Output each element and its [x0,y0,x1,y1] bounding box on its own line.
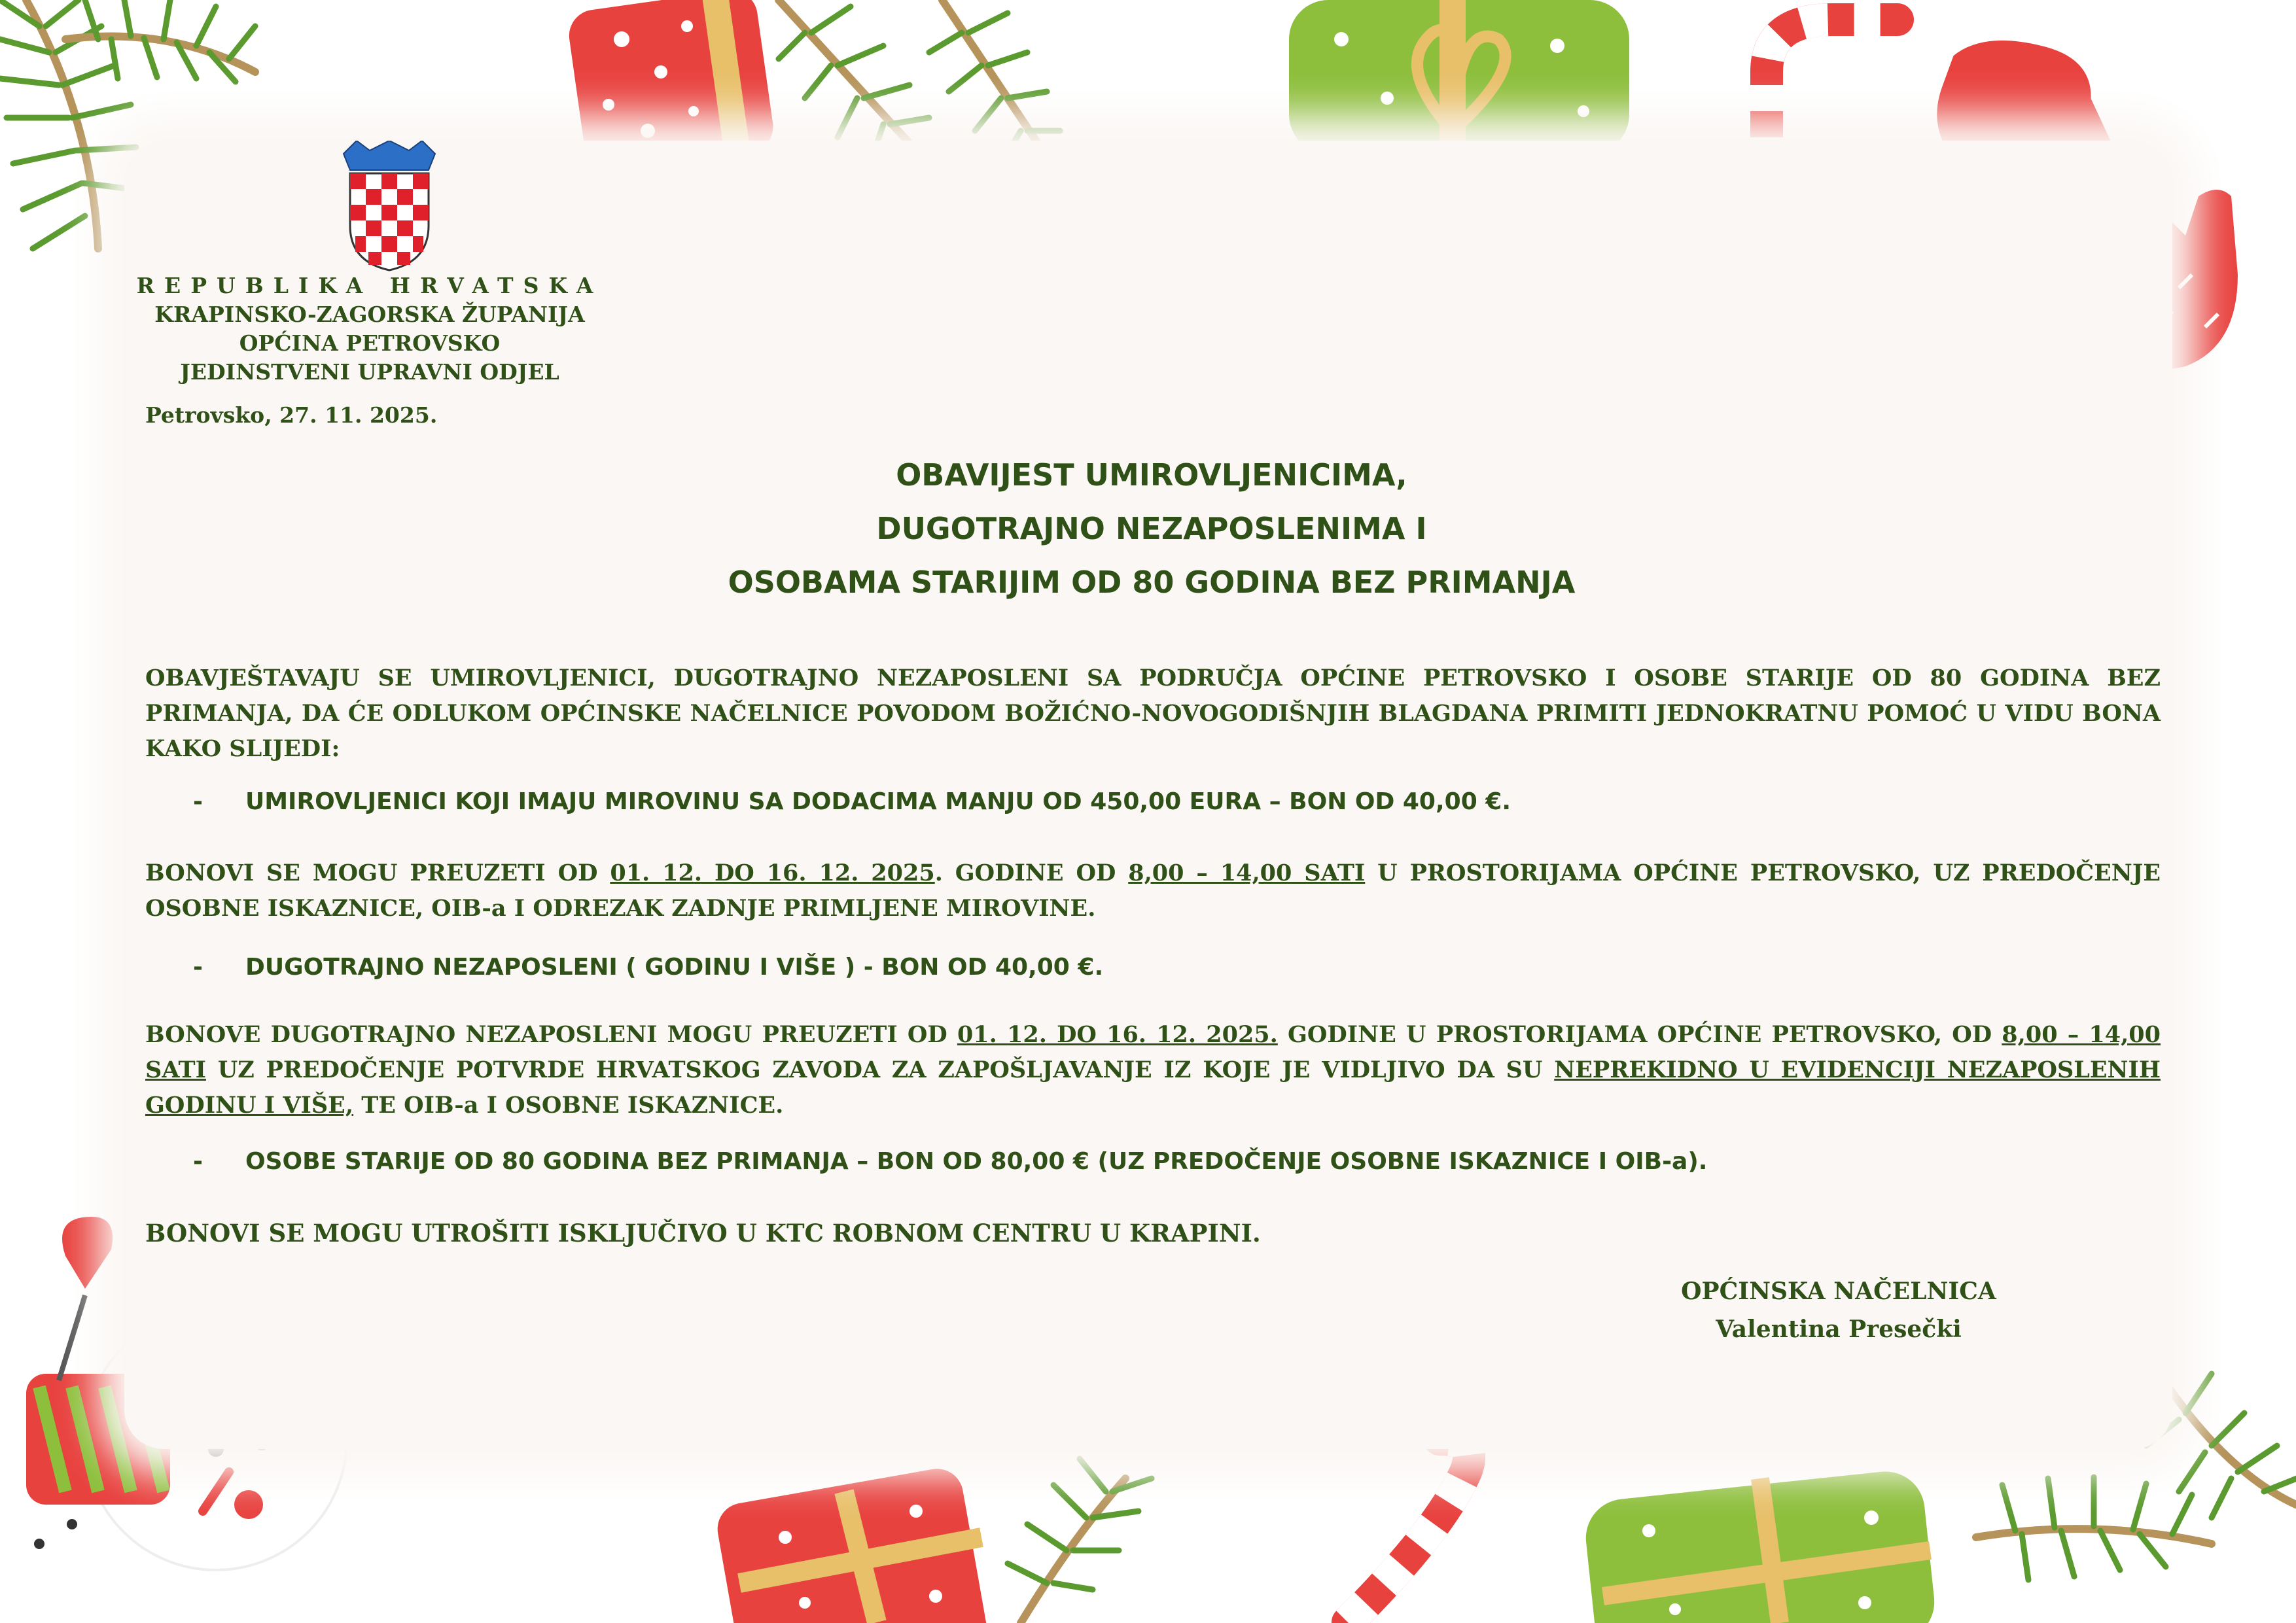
gift-red-bottom [713,1465,992,1623]
county-name: KRAPINSKO-ZAGORSKA ŽUPANIJA [154,302,585,327]
issuer-header [131,271,609,387]
text-span: . GODINE OD [934,860,1129,886]
pensioners-pickup-paragraph [145,856,2161,926]
text-span: BONOVI SE MOGU PREUZETI OD [145,860,610,886]
unemployed-pickup-paragraph [145,1017,2161,1123]
bullet-seniors [193,1148,1707,1175]
bullet-unemployed [193,954,1103,981]
country-name: REPUBLIKA HRVATSKA [136,273,603,298]
bullet-dash: - [193,954,203,981]
bullet-dash: - [193,788,203,815]
pickup-hours-underlined: 8,00 – 14,00 SATI [1128,860,1366,886]
bullet-pensioners-text: UMIROVLJENICI KOJI IMAJU MIROVINU SA DODACIMA MANJU OD 450,00 EURA – BON OD 40,00 €. [245,788,1511,815]
intro-paragraph: OBAVJEŠTAVAJU SE UMIROVLJENICI, DUGOTRAJNO NEZAPOSLENI SA PODRUČJA OPĆINE PETROVSKO I OSOBE STARIJE OD 80 GODINA BEZ PRIMANJA, DA ĆE ODLUKOM OPĆINSKE NAČELNICE POVODOM BOŽIĆNO-NOVOGODIŠNJIH BLAGDANA PRIMITI JEDNOKRATNU POMOĆ U VIDU BONA KAKO SLIJEDI: [145,665,2161,762]
notice-title [497,448,1806,609]
bullet-unemployed-text: DUGOTRAJNO NEZAPOSLENI ( GODINU I VIŠE ) - BON OD 40,00 €. [245,954,1104,981]
gift-green-top [1289,0,1629,154]
title-line-3: OSOBAMA STARIJIM OD 80 GODINA BEZ PRIMANJA [728,565,1576,600]
pickup-dates-underlined: 01. 12. DO 16. 12. 2025. [957,1021,1278,1048]
signature-name: Valentina Presečki [1716,1316,1962,1343]
pine-branch-top-center [779,0,1060,164]
text-span: UZ PREDOČENJE POTVRDE HRVATSKOG ZAVODA ZA ZAPOŠLJAVANJE IZ KOJE JE VIDLJIVO DA SU [205,1056,1555,1083]
title-line-2: DUGOTRAJNO NEZAPOSLENIMA I [876,511,1427,546]
bullet-dash: - [193,1148,203,1175]
document-date: Petrovsko, 27. 11. 2025. [145,402,438,428]
evidence-condition-underlined: NEPREKIDNO U EVIDENCIJI NEZAPOSLENIH GODINU I VIŠE, [145,1056,2161,1119]
closing-paragraph: BONOVI SE MOGU UTROŠITI ISKLJUČIVO U KTC ROBNOM CENTRU U KRAPINI. [145,1219,1261,1248]
text-span: BONOVE DUGOTRAJNO NEZAPOSLENI MOGU PREUZETI OD [145,1021,957,1048]
bullet-seniors-text: OSOBE STARIJE OD 80 GODINA BEZ PRIMANJA – BON OD 80,00 € (UZ PREDOČENJE OSOBNE ISKAZNICE I OIB-a). [245,1148,1708,1175]
croatian-coat-of-arms-icon [337,141,442,271]
bullet-pensioners [193,788,1511,815]
municipality-name: OPĆINA PETROVSKO [239,330,501,356]
department-name: JEDINSTVENI UPRAVNI ODJEL [180,359,559,385]
text-span: GODINE U PROSTORIJAMA OPĆINE PETROVSKO, OD [1277,1021,2002,1048]
pickup-dates-underlined: 01. 12. DO 16. 12. 2025 [610,860,935,886]
gift-green-bottom [1582,1468,1938,1623]
title-line-1: OBAVIJEST UMIROVLJENICIMA, [896,457,1407,493]
text-span: TE OIB-a I OSOBNE ISKAZNICE. [353,1092,784,1119]
candy-cane-bottom [1348,1439,1469,1622]
signature-block [1557,1272,2120,1348]
signature-role: OPĆINSKA NAČELNICA [1681,1278,1996,1305]
pickup-hours-underlined: 8,00 – 14,00 SATI [145,1021,2161,1083]
text-span: U PROSTORIJAMA OPĆINE PETROVSKO, UZ PREDOČENJE OSOBNE ISKAZNICE, OIB-a I ODREZAK ZADNJE PRIMLJENE MIROVINE. [145,860,2161,922]
